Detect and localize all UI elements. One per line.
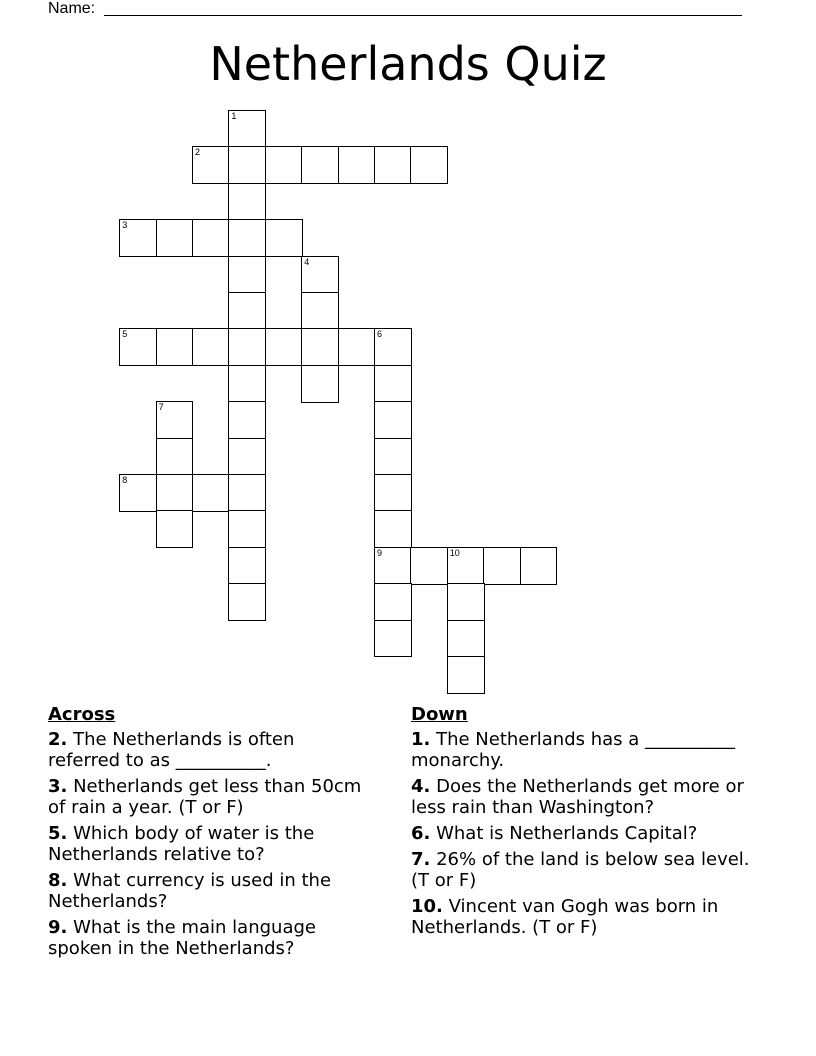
grid-cell[interactable] [192,219,230,257]
down-clue [411,776,756,818]
grid-cell[interactable] [447,620,485,658]
grid-cell[interactable] [301,328,339,366]
clue-text: What is the main language spoken in the Netherlands? [48,917,316,959]
clue-number-label: 8 [122,475,128,485]
clue-number: 7. [411,849,431,870]
grid-cell[interactable] [156,401,194,439]
down-clue-list [411,729,756,938]
grid-cell[interactable] [301,365,339,403]
grid-cell[interactable] [119,474,157,512]
across-clue-list [48,729,368,959]
across-clue [48,776,368,818]
clue-number-label: 5 [122,329,128,340]
name-label: Name: [48,0,96,17]
grid-cell[interactable] [228,183,266,221]
grid-cell[interactable] [156,510,194,548]
grid-cell[interactable] [447,547,485,585]
grid-cell[interactable] [301,292,339,330]
grid-cell[interactable] [119,219,157,257]
grid-cell[interactable] [228,110,266,148]
grid-cell[interactable] [192,146,230,184]
grid-cell[interactable] [228,547,266,585]
clue-text: 26% of the land is below sea level. (T or F) [411,849,750,891]
grid-cell[interactable] [265,146,303,184]
page-title: Netherlands Quiz [209,37,607,91]
clue-number-label: 2 [195,147,201,158]
grid-cell[interactable] [301,146,339,184]
across-clue [48,870,368,912]
clue-number: 10. [411,896,443,917]
grid-cell[interactable] [228,583,266,621]
grid-cell[interactable] [228,328,266,366]
grid-cell[interactable] [192,328,230,366]
grid-cell[interactable] [374,547,412,585]
grid-cell[interactable] [447,656,485,694]
clue-number: 4. [411,776,431,797]
clue-text: Which body of water is the Netherlands relative to? [48,823,315,865]
clue-number: 1. [411,729,431,750]
down-clue [411,849,756,891]
clue-number: 3. [48,776,68,797]
grid-cell[interactable] [301,256,339,294]
grid-cell[interactable] [228,219,266,257]
grid-cell[interactable] [156,328,194,366]
grid-cell[interactable] [374,365,412,403]
down-heading: Down [411,704,468,725]
clue-number-label: 7 [158,402,164,413]
grid-cell[interactable] [228,256,266,294]
clue-number-label: 10 [449,547,460,558]
grid-cell[interactable] [228,365,266,403]
across-clue [48,729,368,771]
clue-number-label: 9 [377,547,383,558]
clue-text: The Netherlands has a __________ monarchy. [411,729,736,771]
grid-cell[interactable] [265,219,303,257]
grid-cell[interactable] [228,292,266,330]
across-clue [48,823,368,865]
grid-cell[interactable] [228,401,266,439]
grid-cell[interactable] [447,583,485,621]
across-heading: Across [48,704,116,725]
across-clues [48,704,368,964]
grid-cell[interactable] [374,583,412,621]
clue-text: Vincent van Gogh was born in Netherlands. (T or F) [411,896,719,938]
clue-number: 9. [48,917,68,938]
grid-cell[interactable] [483,547,521,585]
clue-text: What is Netherlands Capital? [430,823,698,844]
grid-cell[interactable] [119,328,157,366]
grid-cell[interactable] [265,328,303,366]
grid-cell[interactable] [192,474,230,512]
grid-cell[interactable] [228,146,266,184]
clue-number: 5. [48,823,68,844]
grid-cell[interactable] [374,620,412,658]
grid-cell[interactable] [338,328,376,366]
grid-cell[interactable] [228,438,266,476]
clue-number-label: 6 [377,329,383,340]
clue-number-label: 1 [231,111,237,121]
grid-cell[interactable] [228,510,266,548]
grid-cell[interactable] [410,146,448,184]
down-clues [411,704,756,943]
clue-number: 6. [411,823,431,844]
clue-number: 8. [48,870,68,891]
grid-cell[interactable] [374,438,412,476]
grid-cell[interactable] [410,547,448,585]
grid-cell[interactable] [374,474,412,512]
grid-cell[interactable] [228,474,266,512]
grid-cell[interactable] [338,146,376,184]
grid-cell[interactable] [156,438,194,476]
clue-text: The Netherlands is often referred to as __________. [48,729,295,771]
grid-cell[interactable] [374,401,412,439]
clue-number-label: 4 [304,256,310,267]
down-clue [411,896,756,938]
clue-text: Netherlands get less than 50cm of rain a year. (T or F) [48,776,362,818]
clue-number-label: 3 [122,220,128,231]
down-clue [411,823,756,844]
grid-cell[interactable] [374,328,412,366]
grid-cell[interactable] [156,219,194,257]
across-clue [48,917,368,959]
grid-cell[interactable] [156,474,194,512]
clue-text: Does the Netherlands get more or less rain than Washington? [411,776,744,818]
clue-number: 2. [48,729,68,750]
grid-cell[interactable] [374,510,412,548]
grid-cell[interactable] [374,146,412,184]
grid-cell[interactable] [520,547,558,585]
clue-text: What currency is used in the Netherlands? [48,870,332,912]
down-clue [411,729,756,771]
